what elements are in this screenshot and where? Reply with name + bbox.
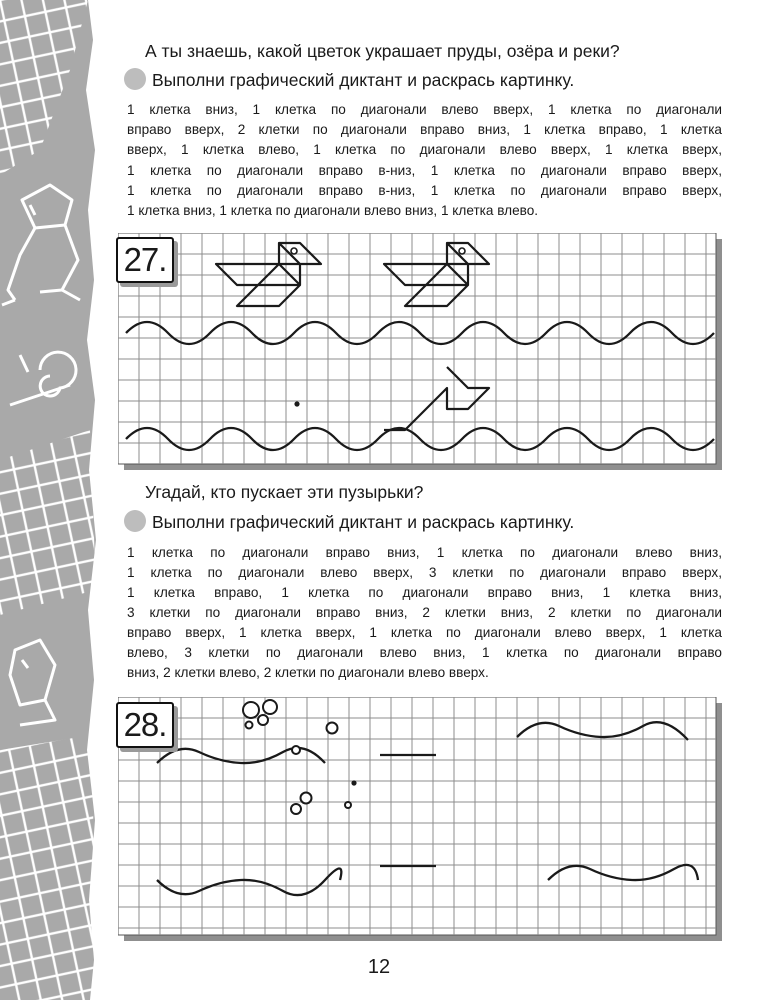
decorative-sidebar: [0, 0, 100, 1000]
exercise-28-instruction: [128, 510, 748, 533]
tile-grid-bottom: [0, 735, 96, 1000]
ex28-line-5: вправо вверх, 1 клетка вверх, 1 клетка по диагонали влево вверх, 1 клетка: [127, 625, 722, 640]
tile-grid-middle: [0, 430, 96, 615]
exercise-27-instruction-text: Выполни графический диктант и раскрась картинку.: [152, 70, 575, 90]
ex28-line-6: влево, 3 клетки по диагонали влево вниз, 1 клетка по диагонали вправо: [127, 645, 722, 660]
bullet-icon: [124, 68, 146, 90]
grid-27: [118, 233, 722, 470]
ex27-line-2: вправо вверх, 2 клетки по диагонали вправо вниз, 1 клетка вправо, 1 клетка: [127, 122, 722, 137]
exercise-27-instruction: [128, 68, 748, 91]
ex27-line-1: 1 клетка вниз, 1 клетка по диагонали влево вверх, 1 клетка по диагонали: [127, 102, 722, 117]
exercise-27-number: 27.: [116, 237, 174, 283]
ex27-line-4: 1 клетка по диагонали вправо в-низ, 1 клетка по диагонали вправо вверх,: [127, 163, 722, 178]
ex27-line-5: 1 клетка по диагонали вправо в-низ, 1 клетка по диагонали вправо вверх,: [127, 183, 722, 198]
grid-28: [118, 697, 722, 941]
page-number: 12: [367, 956, 391, 978]
ex28-line-2: 1 клетка по диагонали влево вверх, 3 клетки по диагонали вправо вверх,: [127, 565, 722, 580]
exercise-27-question: А ты знаешь, какой цветок украшает пруды, озёра и реки?: [145, 41, 620, 61]
ex28-line-1: 1 клетка по диагонали вправо вниз, 1 клетка по диагонали влево вниз,: [127, 545, 722, 560]
exercise-28-number: 28.: [116, 702, 174, 748]
ex27-line-6: 1 клетка вниз, 1 клетка по диагонали влево вниз, 1 клетка влево.: [127, 203, 539, 218]
exercise-28-question: Угадай, кто пускает эти пузырьки?: [145, 482, 424, 502]
ex27-line-3: вверх, 1 клетка влево, 1 клетка по диагонали влево вверх, 1 клетка вверх,: [127, 142, 722, 157]
start-point: [351, 780, 356, 785]
bullet-icon: [124, 510, 146, 532]
exercise-28-instruction-text: Выполни графический диктант и раскрась картинку.: [152, 512, 575, 532]
ex28-line-3: 1 клетка вправо, 1 клетка по диагонали вправо вниз, 1 клетка вниз,: [127, 585, 722, 600]
start-point: [294, 401, 299, 406]
ex28-line-7: вниз, 2 клетки влево, 2 клетки по диагонали влево вверх.: [127, 665, 489, 680]
ex28-line-4: 3 клетки по диагонали вправо вниз, 2 клетки вниз, 2 клетки по диагонали: [127, 605, 722, 620]
